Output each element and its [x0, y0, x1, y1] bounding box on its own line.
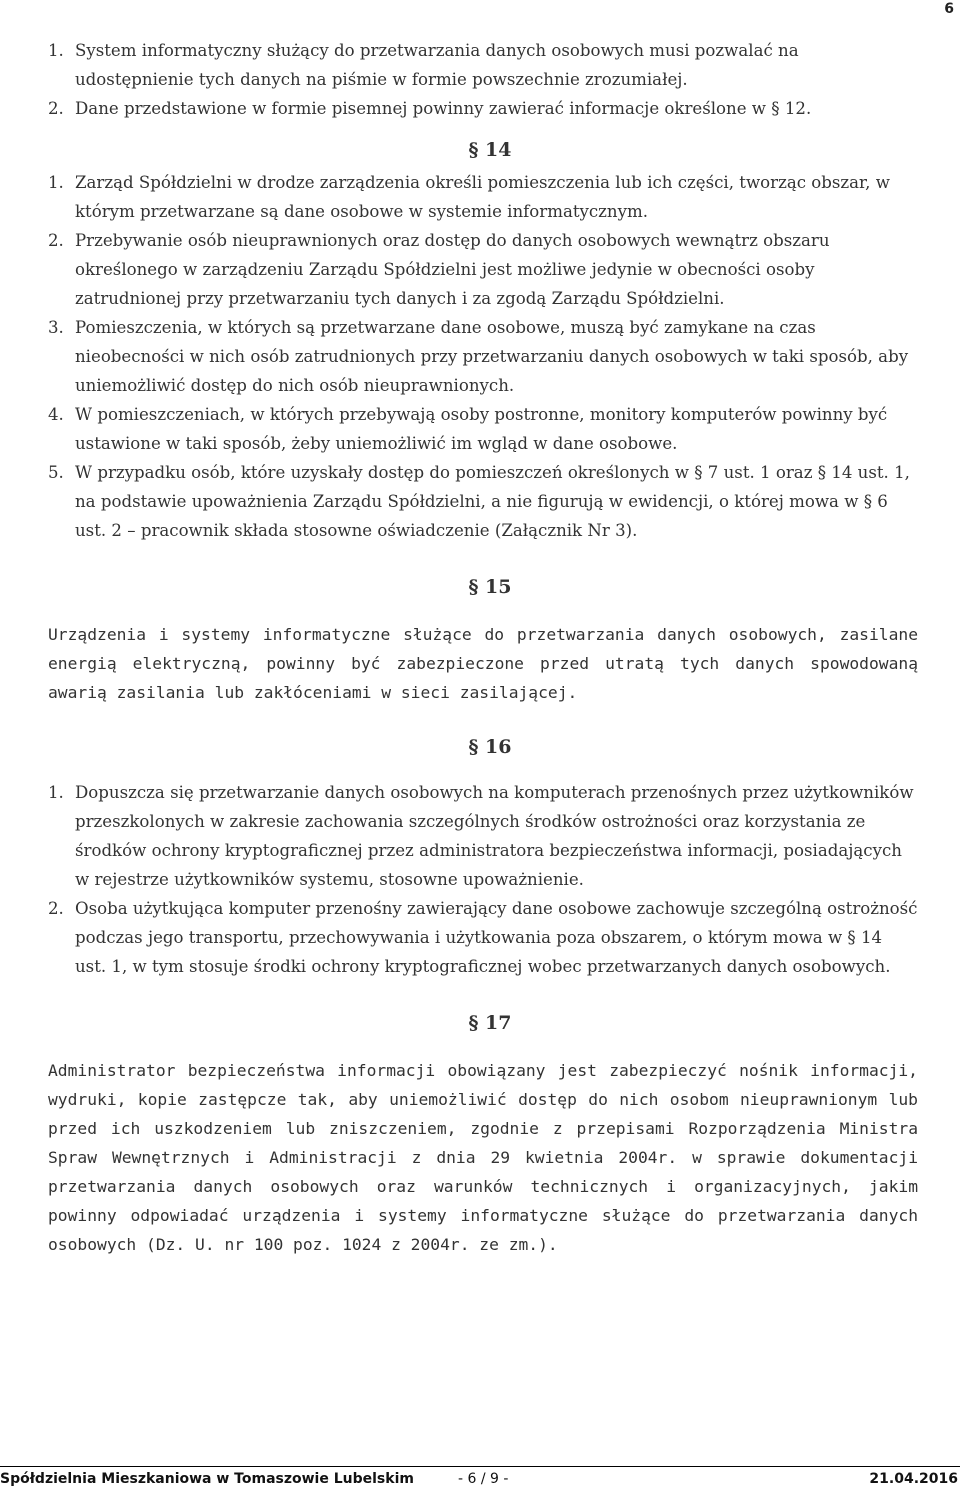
- list-item-text: Przebywanie osób nieuprawnionych oraz dostęp do danych osobowych wewnątrz obszaru określonego w zarządzeniu Zarządu Spółdzielni jest możliwe jedynie w obecności osoby zatrudnionej przy przetwarzaniu tych danych i za zgodą Zarządu Spółdzielni.: [75, 231, 830, 308]
- list-item-number: 4.: [48, 405, 64, 424]
- section-heading-14: § 14: [468, 139, 512, 161]
- section-17-paragraph: Administrator bezpieczeństwa informacji obowiązany jest zabezpieczyć nośnik informacji, wydruki, kopie zastępcze tak, aby uniemożliwić dostęp do nich osobom nieuprawnionym lub przed ich uszkodzeniem lub zniszczeniem, zgodnie z przepisami Rozporządzenia Ministra Spraw Wewnętrznych i Administracji z dnia 29 kwietnia 2004r. w sprawie dokumentacji przetwarzania danych osobowych oraz warunków technicznych i organizacyjnych, jakim powinny odpowiadać urządzenia i systemy informatyczne służące do przetwarzania danych osobowych (Dz. U. nr 100 poz. 1024 z 2004r. ze zm.).: [48, 1061, 918, 1254]
- section-15-paragraph: Urządzenia i systemy informatyczne służące do przetwarzania danych osobowych, zasilane energią elektryczną, powinny być zabezpieczone przed utratą tych danych spowodowaną awarią zasilania lub zakłóceniami w sieci zasilającej.: [48, 625, 918, 702]
- list-item-text: W pomieszczeniach, w których przebywają osoby postronne, monitory komputerów powinny być ustawione w taki sposób, żeby uniemożliwić im wgląd w dane osobowe.: [75, 405, 888, 453]
- list-item: [48, 894, 918, 981]
- list-item: [48, 36, 918, 94]
- list-item-text: Zarząd Spółdzielni w drodze zarządzenia określi pomieszczenia lub ich części, tworząc obszar, w którym przetwarzane są dane osobowe w systemie informatycznym.: [75, 173, 890, 221]
- section-16-list: [48, 778, 918, 981]
- document-body: [48, 36, 918, 1259]
- section-heading-15: § 15: [468, 576, 512, 598]
- list-item-number: 1.: [48, 173, 64, 192]
- page-number: 6: [944, 1, 954, 17]
- list-item: [48, 94, 918, 123]
- section-heading-17: § 17: [468, 1012, 512, 1034]
- section-14-list: [48, 168, 918, 545]
- list-item-number: 1.: [48, 41, 64, 60]
- list-item: [48, 778, 918, 894]
- list-item-text: Pomieszczenia, w których są przetwarzane dane osobowe, muszą być zamykane na czas nieobecności w nich osób zatrudnionych przy przetwarzaniu danych osobowych w taki sposób, aby uniemożliwić dostęp do nich osób nieuprawnionych.: [75, 318, 909, 395]
- list-item-text: W przypadku osób, które uzyskały dostęp do pomieszczeń określonych w § 7 ust. 1 oraz § 14 ust. 1, na podstawie upoważnienia Zarządu Spółdzielni, a nie figurują w ewidencji, o której mowa w § 6 ust. 2 – pracownik składa stosowne oświadczenie (Załącznik Nr 3).: [75, 463, 910, 540]
- list-item: [48, 400, 918, 458]
- list-item-text: Dane przedstawione w formie pisemnej powinny zawierać informacje określone w § 12.: [75, 99, 812, 118]
- list-item-number: 2.: [48, 99, 64, 118]
- list-item-number: 5.: [48, 463, 64, 482]
- intro-list: [48, 36, 918, 123]
- list-item: [48, 168, 918, 226]
- list-item-number: 1.: [48, 783, 64, 802]
- list-item-number: 2.: [48, 899, 64, 918]
- list-item-text: Osoba użytkująca komputer przenośny zawierający dane osobowe zachowuje szczególną ostrożność podczas jego transportu, przechowywania i użytkowania poza obszarem, o którym mowa w § 14 ust. 1, w tym stosuje środki ochrony kryptograficznej wobec przetwarzanych danych osobowych.: [75, 899, 918, 976]
- footer-page-counter: - 6 / 9 -: [458, 1471, 509, 1487]
- list-item-number: 2.: [48, 231, 64, 250]
- list-item: [48, 458, 918, 545]
- list-item-text: Dopuszcza się przetwarzanie danych osobowych na komputerach przenośnych przez użytkowników przeszkolonych w zakresie zachowania szczególnych środków ostrożności oraz korzystania ze środków ochrony kryptograficznej przez administratora bezpieczeństwa informacji, posiadających w rejestrze użytkowników systemu, stosowne upoważnienie.: [75, 783, 914, 889]
- section-heading-16: § 16: [468, 736, 512, 758]
- page-footer: [0, 1466, 960, 1492]
- list-item-text: System informatyczny służący do przetwarzania danych osobowych musi pozwalać na udostępnienie tych danych na piśmie w formie powszechnie zrozumiałej.: [75, 41, 799, 89]
- footer-organization: Spółdzielnia Mieszkaniowa w Tomaszowie Lubelskim: [0, 1471, 414, 1487]
- list-item: [48, 226, 918, 313]
- list-item: [48, 313, 918, 400]
- footer-date: 21.04.2016: [869, 1471, 958, 1487]
- list-item-number: 3.: [48, 318, 64, 337]
